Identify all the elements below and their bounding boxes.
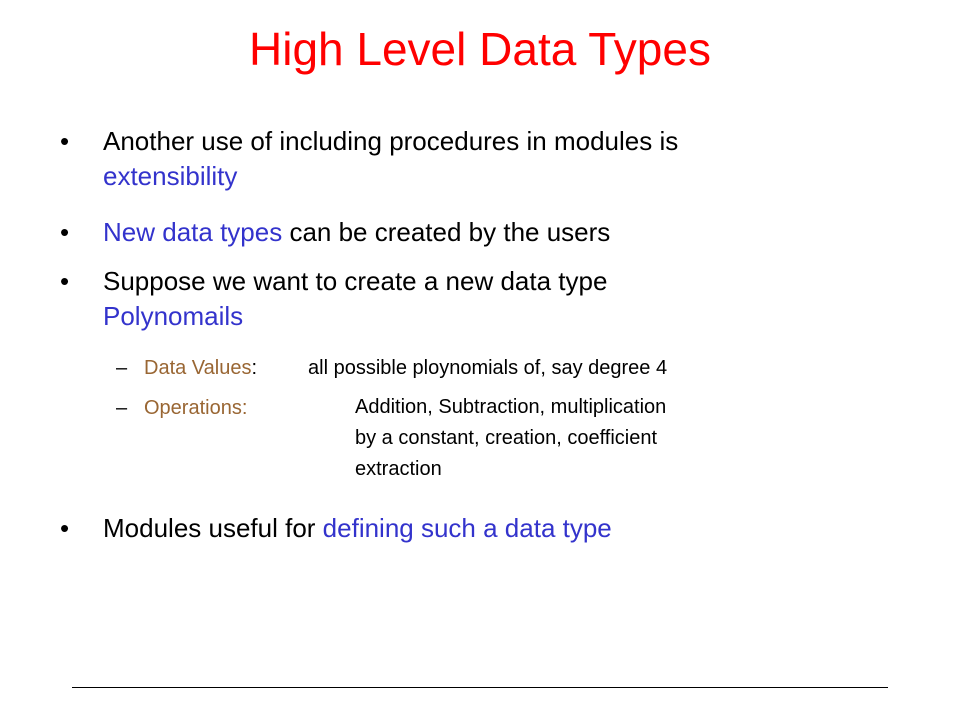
bullet-dot: •	[60, 217, 70, 247]
sub-bullet-label-text: Data Values	[144, 357, 252, 379]
bullet-text-plain: Suppose we want to create a new data type	[103, 266, 608, 296]
operations-line: Addition, Subtraction, multiplication	[355, 396, 667, 418]
bullet-text-plain: can be created by the users	[282, 217, 611, 247]
sub-bullet-dash: –	[116, 397, 128, 419]
bullet-item	[60, 264, 880, 334]
bullet-item	[60, 215, 880, 250]
bullet-text-emphasis: Polynomails	[103, 301, 244, 331]
sub-bullet-text: all possible ploynomials of, say degree 4	[308, 357, 668, 379]
bullet-text-plain: Another use of including procedures in modules is	[103, 126, 679, 156]
bullet-dot: •	[60, 266, 70, 296]
bullet-dot: •	[60, 126, 70, 156]
slide-title: High Level Data Types	[249, 23, 711, 75]
sub-bullet-label	[144, 353, 257, 383]
bullet-text-emphasis: defining such a data type	[322, 513, 612, 543]
operations-line: extraction	[355, 458, 442, 480]
bullet-text	[103, 124, 880, 194]
bullet-dot: •	[60, 513, 70, 543]
operations-description	[355, 392, 835, 485]
bullet-item	[60, 124, 880, 194]
bullet-text-plain: Modules useful for	[103, 513, 323, 543]
sub-bullet-separator: :	[251, 357, 258, 379]
bullet-text-emphasis: extensibility	[103, 161, 238, 191]
sub-bullet-dash: –	[116, 357, 128, 379]
operations-line: by a constant, creation, coefficient	[355, 427, 658, 449]
bullet-text-emphasis: New data types	[103, 217, 283, 247]
bullet-item	[60, 511, 880, 546]
bullet-text	[103, 215, 880, 250]
sub-bullet-label: Operations:	[144, 397, 248, 419]
bullet-text	[103, 511, 880, 546]
footer-divider	[72, 687, 888, 688]
bullet-text	[103, 264, 880, 334]
